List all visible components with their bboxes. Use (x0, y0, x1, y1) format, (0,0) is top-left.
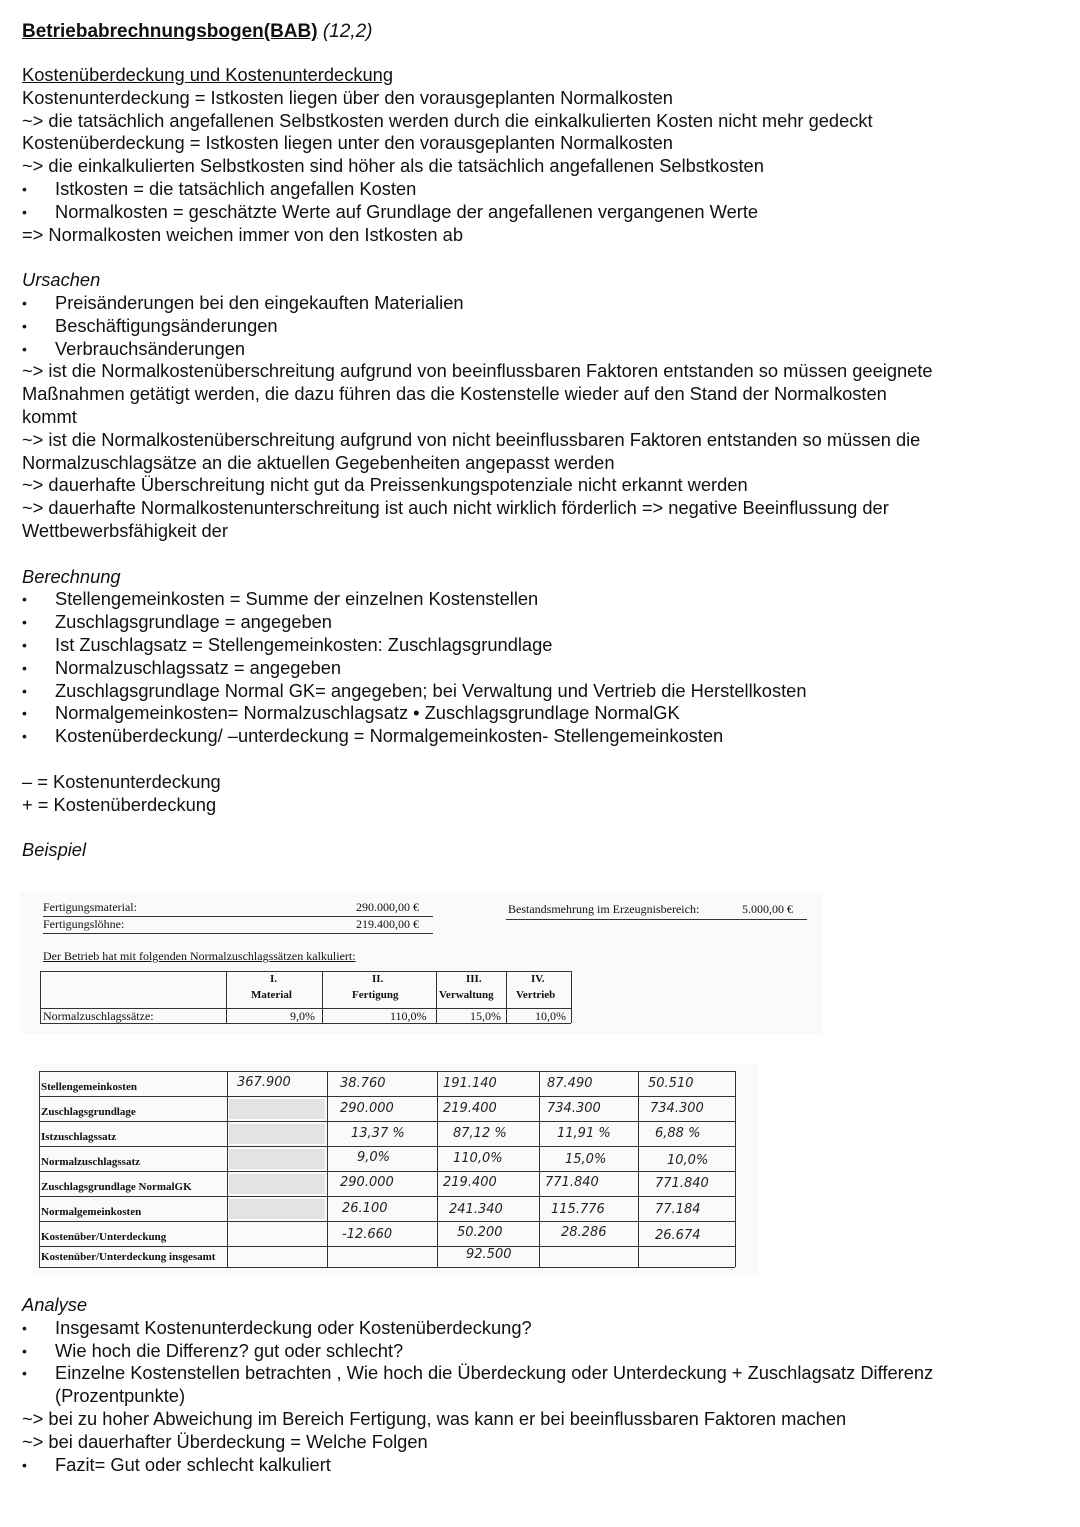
rate-vertrieb: 10,0% (535, 1009, 566, 1023)
text-line: ~> die einkalkulierten Selbstkosten sind höher als die tatsächlich angefallenen Selbstkosten (22, 155, 764, 177)
material-ueber-unterdeckung: -12.660 (342, 1227, 393, 1242)
fertigungsmaterial-value: 290.000,00 € (356, 900, 419, 914)
bullet-item: • Beschäftigungsänderungen (22, 315, 1062, 338)
bullet-item: • Normalgemeinkosten= Normalzuschlagsatz • Zuschlagsgrundlage NormalGK (22, 702, 1062, 725)
rates-row-label: Normalzuschlagssätze: (43, 1009, 154, 1023)
section-heading-ursachen: Ursachen (22, 269, 101, 291)
col-verwaltung-num: III. (466, 973, 482, 985)
vertrieb-istzuschlagssatz: 6,88 % (655, 1126, 701, 1141)
text-line: ~> bei dauerhafter Überdeckung = Welche Folgen (22, 1430, 428, 1452)
verwaltung-istzuschlagssatz: 11,91 % (557, 1126, 611, 1141)
section-heading-kostenueberdeckung: Kostenüberdeckung und Kostenunterdeckung (22, 64, 393, 85)
row-label-zuschlagsgrundlage: Zuschlagsgrundlage (41, 1106, 136, 1118)
bullet-list-fazit (22, 1454, 1062, 1477)
verwaltung-normalzuschlagssatz: 15,0% (565, 1152, 607, 1167)
text-line: ~> dauerhafte Normalkostenunterschreitung ist auch nicht wirklich förderlich => negative Beeinflussung der (22, 497, 889, 519)
bestandsmehrung-value: 5.000,00 € (742, 902, 793, 916)
bullet-list-ursachen (22, 292, 1062, 360)
col-verwaltung-name: Verwaltung (439, 989, 494, 1001)
bullet-item: • Normalzuschlagssatz = angegeben (22, 657, 1062, 680)
row-label-normalzuschlagssatz: Normalzuschlagssatz (41, 1156, 140, 1168)
bullet-item: • Ist Zuschlagsatz = Stellengemeinkosten: Zuschlagsgrundlage (22, 634, 1062, 657)
row-label-stellengemeinkosten: Stellengemeinkosten (41, 1081, 137, 1093)
bullet-item: • Normalkosten = geschätzte Werte auf Grundlage der angefallenen vergangenen Werte (22, 201, 1062, 224)
vertrieb-zuschlagsgrundlage-normalgk: 771.840 (655, 1176, 709, 1191)
title-main: Betriebabrechnungsbogen(BAB) (22, 21, 318, 42)
text-line: ~> ist die Normalkostenüberschreitung aufgrund von beeinflussbaren Faktoren entstanden so müssen geeignete (22, 360, 933, 382)
col-material-num: I. (270, 973, 278, 985)
text-line: ~> die tatsächlich angefallenen Selbstkosten werden durch die einkalkulierten Kosten nicht mehr gedeckt (22, 109, 873, 131)
document-body (22, 20, 1062, 862)
bullet-item: • Zuschlagsgrundlage = angegeben (22, 611, 1062, 634)
col-fertigung-name: Fertigung (352, 989, 399, 1001)
section-heading-beispiel: Beispiel (22, 839, 87, 861)
sign-legend-plus: + = Kostenüberdeckung (22, 793, 217, 815)
bullet-item: • Stellengemeinkosten = Summe der einzelnen Kostenstellen (22, 588, 1062, 611)
verwaltung-ueber-unterdeckung: 28.286 (561, 1225, 607, 1240)
text-line: Wettbewerbsfähigkeit der (22, 519, 228, 541)
example-given-values (20, 892, 822, 1034)
verwaltung-stellengemeinkosten: 87.490 (547, 1076, 593, 1091)
bab-table (33, 1063, 759, 1275)
text-line: ~> bei zu hoher Abweichung im Bereich Fertigung, was kann er bei beeinflussbaren Faktoren machen (22, 1407, 847, 1429)
vertrieb-stellengemeinkosten: 50.510 (648, 1076, 694, 1091)
text-line: Maßnahmen getätigt werden, die dazu führen das die Kostenstelle wieder auf den Stand der Normalkosten (22, 383, 887, 405)
col-vertrieb-name: Vertrieb (516, 989, 556, 1001)
verwaltung-normalgemeinkosten: 115.776 (551, 1202, 605, 1217)
rate-material: 9,0% (290, 1009, 315, 1023)
row-label-kostenueber-unterdeckung: Kostenüber/Unterdeckung (41, 1231, 167, 1243)
material-normalzuschlagssatz: 9,0% (357, 1150, 391, 1165)
bullet-item-fazit: • Fazit= Gut oder schlecht kalkuliert (22, 1454, 1062, 1477)
material-zuschlagsgrundlage: 290.000 (340, 1101, 394, 1116)
material-zuschlagsgrundlage-normalgk: 290.000 (340, 1175, 394, 1190)
analyse-section (22, 1294, 1062, 1476)
fertigung-zuschlagsgrundlage: 219.400 (443, 1101, 497, 1116)
ueber-unterdeckung-insgesamt: 92.500 (466, 1247, 512, 1262)
row-label-kostenueber-unterdeckung-insgesamt: Kostenüber/Unterdeckung insgesamt (41, 1251, 216, 1263)
row-label-normalgemeinkosten: Normalgemeinkosten (41, 1206, 142, 1218)
bullet-list-analyse (22, 1317, 1062, 1385)
bullet-item: • Istkosten = die tatsächlich angefallen Kosten (22, 178, 1062, 201)
bullet-item: • Insgesamt Kostenunterdeckung oder Kostenüberdeckung? (22, 1317, 1062, 1340)
material-istzuschlagssatz: 13,37 % (351, 1126, 405, 1141)
rate-verwaltung: 15,0% (470, 1009, 501, 1023)
fertigungsloehne-label: Fertigungslöhne: (43, 917, 125, 931)
bullet-list-definitions (22, 178, 1062, 224)
text-line: ~> ist die Normalkostenüberschreitung aufgrund von nicht beeinflussbaren Faktoren entstanden so müssen die (22, 428, 921, 450)
page-title (22, 20, 1062, 44)
bullet-item: • Preisänderungen bei den eingekauften Materialien (22, 292, 1062, 315)
fertigung-istzuschlagssatz: 87,12 % (453, 1126, 507, 1141)
text-line: Normalzuschlagsätze an die aktuellen Gegebenheiten angepasst werden (22, 451, 615, 473)
fertigung-normalgemeinkosten: 241.340 (449, 1202, 503, 1217)
title-ref: (12,2) (322, 21, 373, 42)
bullet-continuation: (Prozentpunkte) (55, 1385, 186, 1407)
total-stellengemeinkosten: 367.900 (237, 1075, 291, 1090)
section-heading-analyse: Analyse (22, 1294, 88, 1315)
col-material-name: Material (251, 989, 292, 1001)
vertrieb-ueber-unterdeckung: 26.674 (655, 1228, 701, 1243)
bullet-item: • Verbrauchsänderungen (22, 338, 1062, 361)
bestandsmehrung-label: Bestandsmehrung im Erzeugnisbereich: (508, 902, 700, 916)
rate-fertigung: 110,0% (390, 1009, 427, 1023)
fertigungsloehne-value: 219.400,00 € (356, 917, 419, 931)
fertigung-ueber-unterdeckung: 50.200 (457, 1225, 503, 1240)
vertrieb-normalgemeinkosten: 77.184 (655, 1202, 701, 1217)
bullet-item: • Zuschlagsgrundlage Normal GK= angegeben; bei Verwaltung und Vertrieb die Herstellkosten (22, 680, 1062, 703)
text-line: ~> dauerhafte Überschreitung nicht gut da Preissenkungspotenziale nicht erkannt werden (22, 474, 748, 496)
sign-legend-minus: – = Kostenunterdeckung (22, 770, 221, 792)
verwaltung-zuschlagsgrundlage: 734.300 (547, 1101, 601, 1116)
text-line: => Normalkosten weichen immer von den Istkosten ab (22, 223, 463, 245)
fertigung-normalzuschlagssatz: 110,0% (453, 1151, 503, 1166)
material-normalgemeinkosten: 26.100 (342, 1201, 388, 1216)
vertrieb-normalzuschlagssatz: 10,0% (667, 1153, 709, 1168)
vertrieb-zuschlagsgrundlage: 734.300 (650, 1101, 704, 1116)
row-label-zuschlagsgrundlage-normalgk: Zuschlagsgrundlage NormalGK (41, 1181, 192, 1193)
material-stellengemeinkosten: 38.760 (340, 1076, 386, 1091)
fertigungsmaterial-label: Fertigungsmaterial: (43, 900, 137, 914)
bullet-item: • Einzelne Kostenstellen betrachten , Wie hoch die Überdeckung oder Unterdeckung + Zuschlagsatz Differenz (22, 1362, 1062, 1385)
bullet-item: • Wie hoch die Differenz? gut oder schlecht? (22, 1340, 1062, 1363)
text-line: Kostenüberdeckung = Istkosten liegen unter den vorausgeplanten Normalkosten (22, 132, 673, 154)
fertigung-zuschlagsgrundlage-normalgk: 219.400 (443, 1175, 497, 1190)
section-heading-berechnung: Berechnung (22, 565, 121, 587)
fertigung-stellengemeinkosten: 191.140 (443, 1076, 497, 1091)
normalzuschlag-intro: Der Betrieb hat mit folgenden Normalzuschlagssätzen kalkuliert: (43, 949, 356, 963)
row-label-istzuschlagssatz: Istzuschlagssatz (41, 1131, 117, 1143)
bullet-item: • Kostenüberdeckung/ –unterdeckung = Normalgemeinkosten- Stellengemeinkosten (22, 725, 1062, 748)
text-line: kommt (22, 405, 77, 427)
text-line: Kostenunterdeckung = Istkosten liegen über den vorausgeplanten Normalkosten (22, 86, 673, 108)
col-vertrieb-num: IV. (531, 973, 545, 985)
col-fertigung-num: II. (372, 973, 384, 985)
bullet-list-berechnung (22, 588, 1062, 748)
verwaltung-zuschlagsgrundlage-normalgk: 771.840 (545, 1175, 599, 1190)
